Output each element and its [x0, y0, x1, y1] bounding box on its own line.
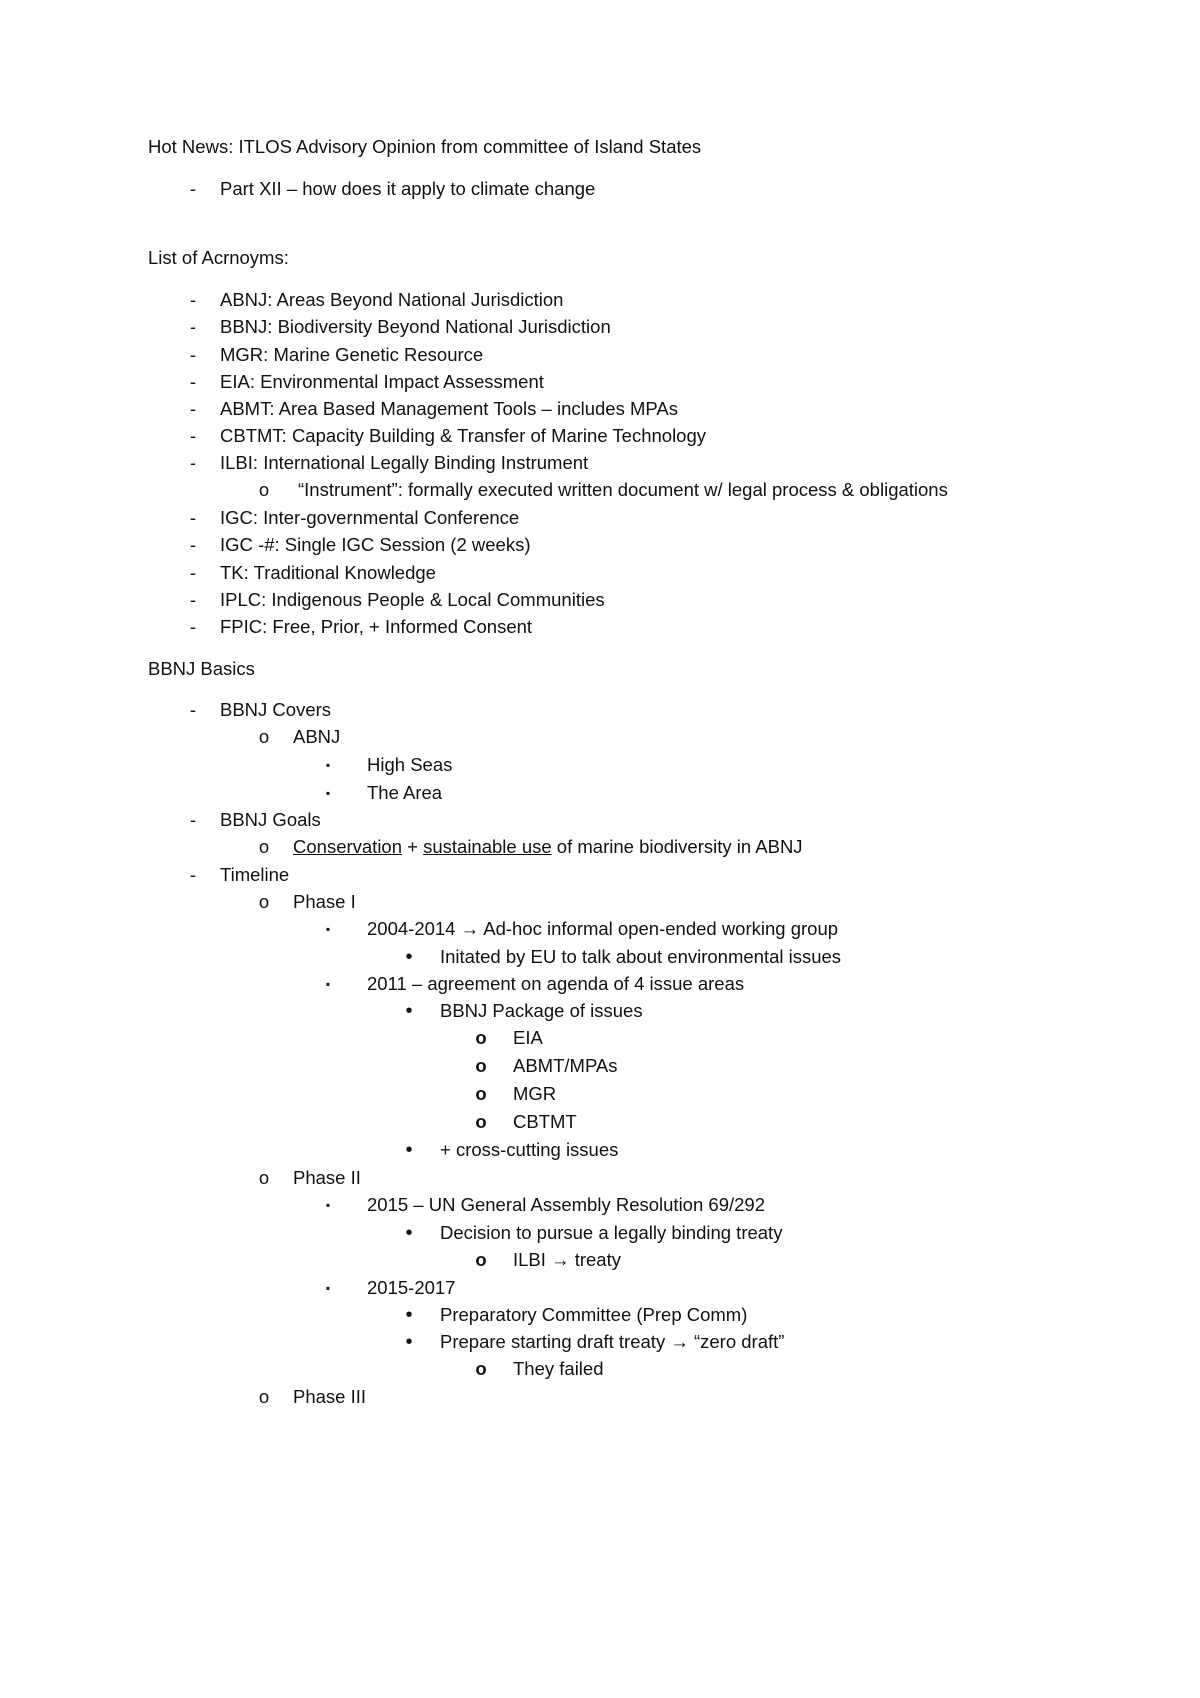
dash-bullet: -	[189, 864, 197, 885]
text-run: BBNJ Package of issues	[440, 1000, 643, 1021]
dash-bullet: -	[189, 809, 197, 830]
list-item-text	[440, 1331, 784, 1353]
dash-bullet: -	[189, 534, 197, 555]
dash-bullet: -	[189, 425, 197, 446]
dash-bullet: -	[189, 178, 197, 199]
text-run: BBNJ Basics	[148, 658, 255, 679]
list-item-text	[440, 946, 841, 968]
text-run: 2015-2017	[367, 1277, 456, 1298]
text-run: BBNJ: Biodiversity Beyond National Jurisdiction	[220, 316, 611, 337]
list-item-text	[440, 1000, 643, 1022]
circle-bullet: o	[475, 1027, 487, 1048]
text-run: FPIC: Free, Prior, + Informed Consent	[220, 616, 533, 637]
list-item-text	[367, 754, 452, 776]
text-run: ILBI → treaty	[513, 1249, 621, 1270]
text-run: Phase I	[293, 891, 356, 912]
dash-bullet: -	[189, 699, 197, 720]
circle-bullet: o	[258, 479, 270, 500]
text-run: + cross-cutting issues	[440, 1139, 619, 1160]
section-heading	[148, 247, 289, 269]
round-bullet-icon: •	[405, 1304, 413, 1326]
round-bullet-icon: •	[405, 1331, 413, 1353]
circle-bullet: o	[475, 1111, 487, 1132]
text-run: Phase III	[293, 1386, 367, 1407]
list-item-text	[513, 1358, 604, 1380]
text-run: 2015 – UN General Assembly Resolution 69/292	[367, 1194, 765, 1215]
list-item-text	[367, 782, 442, 804]
list-item-text	[220, 562, 436, 584]
circle-bullet: o	[475, 1055, 487, 1076]
list-item-text	[367, 918, 838, 940]
list-item-text	[293, 891, 356, 913]
dash-bullet: -	[189, 589, 197, 610]
list-item-text	[293, 1386, 366, 1408]
dash-bullet: -	[189, 616, 197, 637]
dash-bullet: -	[189, 371, 197, 392]
dash-bullet: -	[189, 507, 197, 528]
list-item-text	[513, 1249, 621, 1271]
text-run: EIA: Environmental Impact Assessment	[220, 371, 544, 392]
text-run: +	[402, 836, 424, 857]
section-heading	[148, 136, 701, 158]
circle-bullet: o	[258, 836, 270, 857]
text-run: MGR	[513, 1083, 557, 1104]
text-run: ABNJ: Areas Beyond National Jurisdiction	[220, 289, 564, 310]
square-bullet-icon: ▪	[325, 922, 331, 936]
list-item-text	[513, 1027, 543, 1049]
list-item-text	[220, 699, 331, 721]
list-item-text	[293, 1167, 361, 1189]
text-run: 2011 – agreement on agenda of 4 issue areas	[367, 973, 745, 994]
list-item-text	[513, 1055, 618, 1077]
square-bullet-icon: ▪	[325, 786, 331, 800]
circle-bullet: o	[258, 726, 270, 747]
list-item-text	[220, 371, 544, 393]
list-item-text	[367, 1194, 765, 1216]
circle-bullet: o	[258, 891, 270, 912]
round-bullet-icon: •	[405, 946, 413, 968]
text-run: IGC -#: Single IGC Session (2 weeks)	[220, 534, 531, 555]
list-item-text	[440, 1139, 618, 1161]
list-item-text	[220, 452, 588, 474]
text-run: High Seas	[367, 754, 453, 775]
list-item-text	[220, 589, 605, 611]
text-run: ILBI: International Legally Binding Instrument	[220, 452, 589, 473]
dash-bullet: -	[189, 316, 197, 337]
text-run: The Area	[367, 782, 443, 803]
list-item-text	[298, 479, 948, 501]
text-run: Decision to pursue a legally binding treaty	[440, 1222, 783, 1243]
circle-bullet: o	[475, 1083, 487, 1104]
list-item-text	[220, 809, 321, 831]
text-run: TK: Traditional Knowledge	[220, 562, 436, 583]
list-item-text	[220, 616, 532, 638]
text-run: Prepare starting draft treaty → “zero draft”	[440, 1331, 785, 1352]
text-run: CBTMT	[513, 1111, 577, 1132]
list-item-text	[220, 398, 678, 420]
circle-bullet: o	[475, 1249, 487, 1270]
list-item-text	[220, 507, 519, 529]
round-bullet-icon: •	[405, 1222, 413, 1244]
text-run: “Instrument”: formally executed written document w/ legal process & obligations	[298, 479, 948, 500]
dash-bullet: -	[189, 398, 197, 419]
dash-bullet: -	[189, 289, 197, 310]
dash-bullet: -	[189, 452, 197, 473]
text-run: CBTMT: Capacity Building & Transfer of Marine Technology	[220, 425, 707, 446]
list-item-text	[220, 316, 611, 338]
dash-bullet: -	[189, 344, 197, 365]
underlined-term: sustainable use	[423, 836, 552, 857]
text-run: Timeline	[220, 864, 290, 885]
text-run: ABNJ	[293, 726, 341, 747]
round-bullet-icon: •	[405, 1000, 413, 1022]
list-item-text	[367, 973, 744, 995]
text-run: Phase II	[293, 1167, 361, 1188]
list-item-text	[220, 864, 289, 886]
square-bullet-icon: ▪	[325, 758, 331, 772]
text-run: ABMT: Area Based Management Tools – includes MPAs	[220, 398, 678, 419]
text-run: Hot News: ITLOS Advisory Opinion from committee of Island States	[148, 136, 702, 157]
text-run: BBNJ Covers	[220, 699, 332, 720]
square-bullet-icon: ▪	[325, 1281, 331, 1295]
text-run: 2004-2014 → Ad-hoc informal open-ended working group	[367, 918, 839, 939]
list-item-text	[293, 726, 340, 748]
text-run: Preparatory Committee (Prep Comm)	[440, 1304, 748, 1325]
list-item-text	[220, 289, 563, 311]
list-item-text	[367, 1277, 455, 1299]
list-item-text	[440, 1304, 747, 1326]
text-run: IPLC: Indigenous People & Local Communities	[220, 589, 605, 610]
text-run: ABMT/MPAs	[513, 1055, 618, 1076]
circle-bullet: o	[475, 1358, 487, 1379]
text-run: EIA	[513, 1027, 543, 1048]
text-run: Initated by EU to talk about environmental issues	[440, 946, 842, 967]
dash-bullet: -	[189, 562, 197, 583]
list-item-text	[293, 836, 803, 858]
section-heading	[148, 658, 255, 680]
list-item-text	[220, 425, 706, 447]
list-item-text	[513, 1111, 577, 1133]
text-run: of marine biodiversity in ABNJ	[551, 836, 803, 857]
list-item-text	[220, 178, 595, 200]
round-bullet-icon: •	[405, 1139, 413, 1161]
text-run: MGR: Marine Genetic Resource	[220, 344, 484, 365]
underlined-term: Conservation	[293, 836, 403, 857]
text-run: BBNJ Goals	[220, 809, 321, 830]
circle-bullet: o	[258, 1167, 270, 1188]
list-item-text	[440, 1222, 782, 1244]
text-run: List of Acrnoyms:	[148, 247, 289, 268]
square-bullet-icon: ▪	[325, 1198, 331, 1212]
list-item-text	[220, 344, 483, 366]
list-item-text	[513, 1083, 556, 1105]
text-run: They failed	[513, 1358, 604, 1379]
square-bullet-icon: ▪	[325, 977, 331, 991]
list-item-text	[220, 534, 531, 556]
circle-bullet: o	[258, 1386, 270, 1407]
text-run: Part XII – how does it apply to climate change	[220, 178, 596, 199]
text-run: IGC: Inter-governmental Conference	[220, 507, 520, 528]
